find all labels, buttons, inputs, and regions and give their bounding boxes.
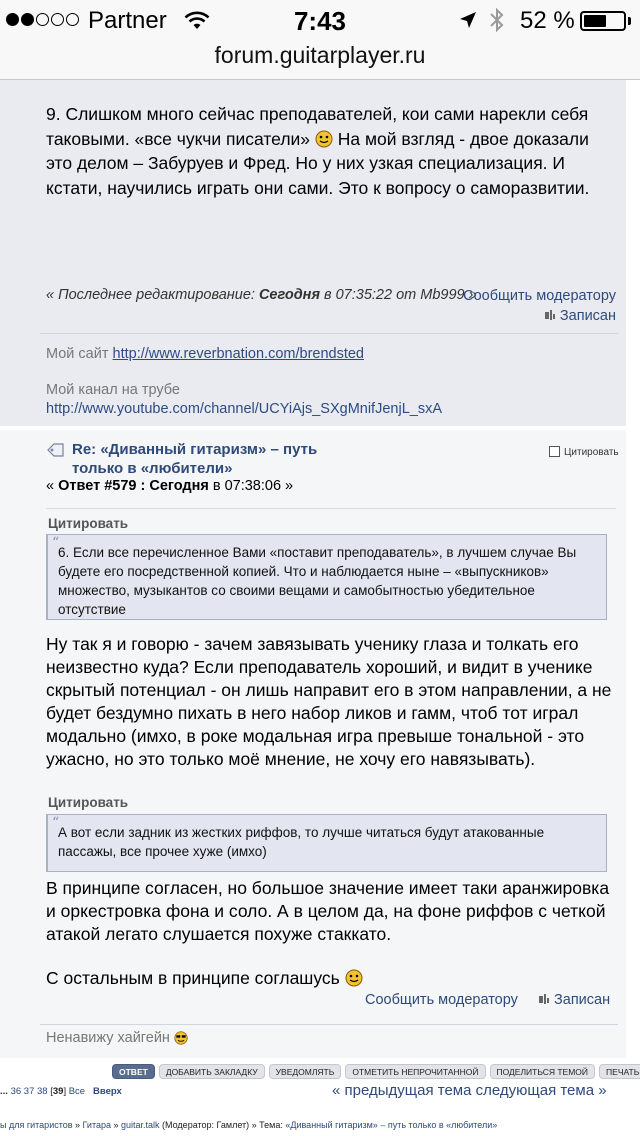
quote-header[interactable]: Цитировать bbox=[48, 795, 129, 810]
notify-button[interactable]: УВЕДОМЛЯТЬ bbox=[269, 1064, 342, 1079]
carrier-name: Partner bbox=[88, 7, 167, 34]
divider bbox=[46, 508, 616, 509]
signature: Ненавижу хайгейн bbox=[46, 1030, 188, 1046]
breadcrumb-item[interactable]: ы для гитаристов bbox=[0, 1120, 73, 1130]
page-link[interactable]: 36 bbox=[10, 1086, 22, 1097]
clock: 7:43 bbox=[293, 6, 347, 36]
status-bar bbox=[0, 0, 640, 40]
logged-status: Записан bbox=[538, 992, 610, 1008]
share-topic-button[interactable]: ПОДЕЛИТЬСЯ ТЕМОЙ bbox=[490, 1064, 596, 1079]
battery-percent: 52 % bbox=[520, 7, 575, 34]
reply-button[interactable]: ОТВЕТ bbox=[112, 1064, 155, 1079]
page-link[interactable]: 37 bbox=[23, 1086, 35, 1097]
logged-status: Записан bbox=[544, 308, 616, 324]
topic-navigation[interactable]: « предыдущая тема следующая тема » bbox=[332, 1082, 607, 1099]
go-top-link[interactable]: Вверх bbox=[93, 1086, 122, 1097]
battery-tip bbox=[628, 17, 631, 25]
last-edit-info: « Последнее редактирование: Сегодня в 07:35:22 от Mb999 » bbox=[46, 287, 477, 303]
address-bar[interactable] bbox=[0, 40, 640, 80]
quote-header[interactable]: Цитировать bbox=[48, 516, 129, 531]
post-body: В принципе согласен, но большое значение имеет таки аранжировка и оркестровка фона и соло. А в целом да, на фоне риффов с четкой атакой легато слушается похуже стаккато. bbox=[46, 878, 610, 944]
signature-channel: Мой канал на трубе http://www.youtube.com/channel/UCYiAjs_SXgMnifJenjL_sxA bbox=[46, 382, 442, 417]
report-to-moderator-link[interactable]: Сообщить модератору bbox=[365, 992, 518, 1008]
mark-unread-button[interactable]: ОТМЕТИТЬ НЕПРОЧИТАННОЙ bbox=[345, 1064, 485, 1079]
topic-actions bbox=[112, 1064, 640, 1080]
logged-icon bbox=[538, 993, 550, 1005]
url-text[interactable]: forum.guitarplayer.ru bbox=[214, 42, 426, 68]
breadcrumb-item[interactable]: «Диванный гитаризм» – путь только в «любители» bbox=[285, 1120, 498, 1130]
divider bbox=[40, 1024, 618, 1025]
breadcrumb: ы для гитаристов » Гитара » guitar.talk (Модератор: Гамлет) » Тема: «Диванный гитаризм» – путь только в «любители» bbox=[0, 1120, 498, 1130]
all-pages-link[interactable]: Все bbox=[68, 1086, 86, 1097]
quote-mark-icon: “ bbox=[52, 815, 60, 831]
add-bookmark-button[interactable]: ДОБАВИТЬ ЗАКЛАДКУ bbox=[159, 1064, 265, 1079]
quote-block: “ 6. Если все перечисленное Вами «поставит преподаватель», в лучшем случае Вы будете его посредственной копией. Что и наблюдается ныне – «выпускников» множество, музыкантов со своими вещами и самобытностью убедительное отсутствие bbox=[46, 534, 607, 620]
forum-post bbox=[0, 430, 626, 1058]
smiley-icon bbox=[345, 969, 363, 987]
divider bbox=[40, 333, 618, 334]
cool-smiley-icon bbox=[174, 1031, 188, 1045]
quote-icon bbox=[549, 446, 560, 457]
report-to-moderator-link[interactable]: Сообщить модератору Записан bbox=[463, 288, 616, 324]
smiley-icon bbox=[315, 130, 333, 148]
bluetooth-icon bbox=[488, 7, 506, 33]
location-arrow-icon bbox=[458, 10, 478, 30]
logged-icon bbox=[544, 309, 556, 321]
page-link[interactable]: 38 bbox=[37, 1086, 48, 1097]
channel-link[interactable]: http://www.youtube.com/channel/UCYiAjs_SXgMnifJenjL_sxA bbox=[46, 401, 442, 417]
forum-post-previous bbox=[0, 80, 626, 426]
battery-icon bbox=[580, 11, 626, 31]
signature-site: Мой сайт http://www.reverbnation.com/brendsted bbox=[46, 346, 364, 362]
reply-info: « Ответ #579 : Сегодня в 07:38:06 » bbox=[46, 478, 294, 494]
reply-number-link[interactable]: Ответ #579 : Сегодня bbox=[58, 478, 209, 494]
breadcrumb-item[interactable]: Гитара bbox=[82, 1120, 111, 1130]
pagination: ... 36 37 38 [39] Все Вверх bbox=[0, 1086, 122, 1097]
breadcrumb-item[interactable]: guitar.talk bbox=[121, 1120, 160, 1130]
quote-block: “ А вот если задник из жестких риффов, то лучше читаться будут атакованные пассажы, все прочее хуже (имхо) bbox=[46, 814, 607, 872]
post-body: 9. Слишком много сейчас преподавателей, кои сами нарекли себя таковыми. «все чукчи писатели» На мой взгляд - двое доказали это делом – Забуруев и Фред. Но у них узкая специализация. И кстати, научились играть они сами. Это к вопросу о саморазвитии. bbox=[46, 104, 590, 198]
post-body-last-line: С остальным в принципе соглашусь bbox=[46, 967, 616, 990]
post-title-link[interactable]: Re: «Диванный гитаризм» – путь только в «любители» bbox=[72, 441, 318, 477]
print-button[interactable]: ПЕЧАТЬ bbox=[599, 1064, 640, 1079]
post-body: Ну так я и говорю - зачем завязывать ученику глаза и толкать его неизвестно куда? Если преподаватель хороший, и видит в ученике скрытый потенциал - он лишь направит его в этом направлении, а не будет бездумно пихать в него набор ликов и гамм, чтоб тот играл модально (имхо, в роке модальная игра превыше тональной - это ужасно, но это только моё мнение, не хочу его навязывать). bbox=[46, 634, 612, 769]
site-link[interactable]: http://www.reverbnation.com/brendsted bbox=[112, 346, 364, 362]
current-page: 39 bbox=[52, 1086, 64, 1097]
quote-button[interactable]: Цитировать bbox=[549, 446, 619, 458]
post-tag-icon bbox=[47, 442, 65, 458]
quote-mark-icon: “ bbox=[52, 535, 60, 551]
